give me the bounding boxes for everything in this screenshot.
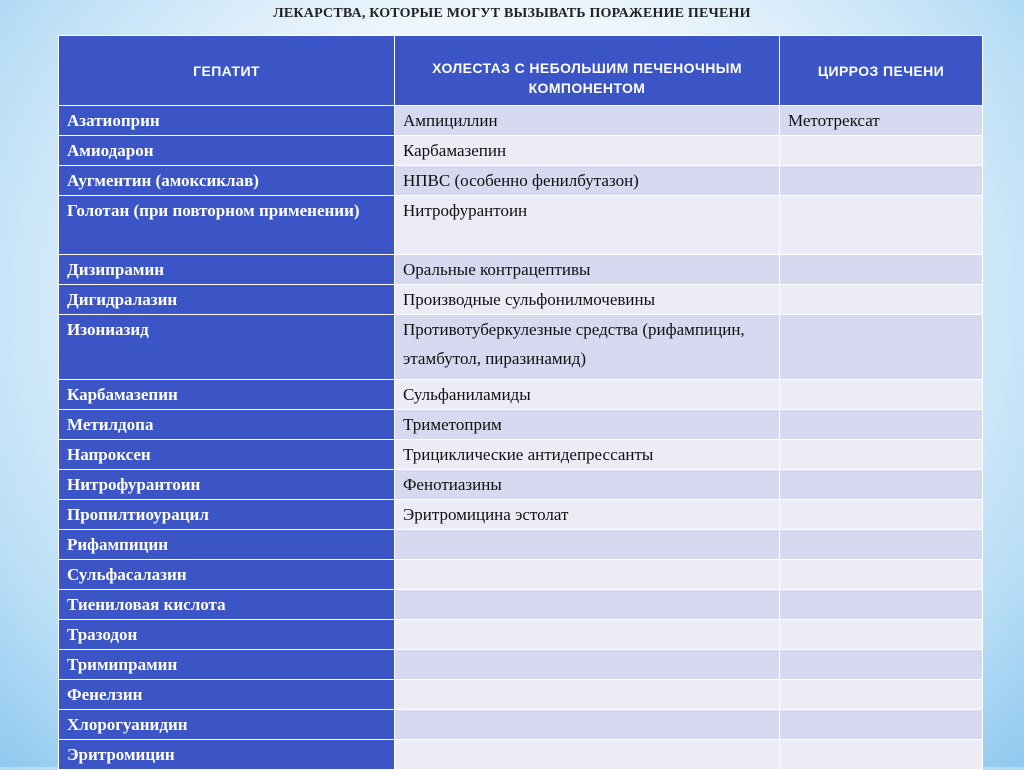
table-row [59,196,983,255]
hepatitis-cell: Голотан (при повторном применении) [59,196,395,255]
table-row [59,530,983,560]
hepatitis-cell: Аугментин (амоксиклав) [59,166,395,196]
cirrhosis-cell [780,530,983,560]
hepatitis-cell: Нитрофурантоин [59,470,395,500]
cholestasis-cell: Триметоприм [395,410,780,440]
table-row [59,560,983,590]
hepatitis-cell: Напроксен [59,440,395,470]
table-row [59,315,983,380]
cirrhosis-cell [780,710,983,740]
table-row [59,380,983,410]
cirrhosis-cell [780,680,983,710]
table-row [59,285,983,315]
hepatitis-cell: Рифампицин [59,530,395,560]
table-row [59,255,983,285]
cirrhosis-cell [780,410,983,440]
cirrhosis-cell [780,500,983,530]
table-row [59,106,983,136]
table-row [59,740,983,770]
cirrhosis-cell [780,315,983,380]
header-cholestasis: ХОЛЕСТАЗ С НЕБОЛЬШИМ ПЕЧЕНОЧНЫМ КОМПОНЕНТОМ [395,36,780,106]
table-row [59,470,983,500]
cholestasis-cell: Ампициллин [395,106,780,136]
header-cirrhosis: ЦИРРОЗ ПЕЧЕНИ [780,36,983,106]
cholestasis-cell: Эритромицина эстолат [395,500,780,530]
table-row [59,680,983,710]
hepatitis-cell: Амиодарон [59,136,395,166]
cirrhosis-cell [780,620,983,650]
cholestasis-cell [395,680,780,710]
cirrhosis-cell [780,590,983,620]
hepatitis-cell: Тиениловая кислота [59,590,395,620]
cirrhosis-cell [780,560,983,590]
table-row [59,440,983,470]
hepatitis-cell: Дизипрамин [59,255,395,285]
page-title: ЛЕКАРСТВА, КОТОРЫЕ МОГУТ ВЫЗЫВАТЬ ПОРАЖЕНИЕ ПЕЧЕНИ [273,6,751,21]
cholestasis-cell: Противотуберкулезные средства (рифампицин, этамбутол, пиразинамид) [395,315,780,380]
table-row [59,500,983,530]
cirrhosis-cell [780,650,983,680]
hepatitis-cell: Дигидралазин [59,285,395,315]
cholestasis-cell [395,710,780,740]
cirrhosis-cell [780,470,983,500]
hepatitis-cell: Фенелзин [59,680,395,710]
table-row [59,620,983,650]
cirrhosis-cell [780,196,983,255]
table-header-row [59,36,983,106]
header-hepatitis: ГЕПАТИТ [59,36,395,106]
cholestasis-cell: Нитрофурантоин [395,196,780,255]
hepatitis-cell: Тримипрамин [59,650,395,680]
cholestasis-cell [395,530,780,560]
cholestasis-cell: НПВС (особенно фенилбутазон) [395,166,780,196]
hepatitis-cell: Тразодон [59,620,395,650]
hepatitis-cell: Азатиоприн [59,106,395,136]
cirrhosis-cell [780,255,983,285]
cirrhosis-cell [780,740,983,770]
table-row [59,136,983,166]
cirrhosis-cell [780,440,983,470]
table-row [59,166,983,196]
table-row [59,410,983,440]
cirrhosis-cell: Метотрексат [780,106,983,136]
table-row [59,710,983,740]
cholestasis-cell: Фенотиазины [395,470,780,500]
cirrhosis-cell [780,166,983,196]
cholestasis-cell: Оральные контрацептивы [395,255,780,285]
cirrhosis-cell [780,380,983,410]
cirrhosis-cell [780,285,983,315]
cholestasis-cell [395,620,780,650]
cholestasis-cell [395,650,780,680]
cholestasis-cell [395,560,780,590]
table-row [59,650,983,680]
drug-table [58,35,983,770]
cholestasis-cell [395,590,780,620]
hepatitis-cell: Эритромицин [59,740,395,770]
hepatitis-cell: Карбамазепин [59,380,395,410]
cirrhosis-cell [780,136,983,166]
cholestasis-cell: Карбамазепин [395,136,780,166]
hepatitis-cell: Сульфасалазин [59,560,395,590]
hepatitis-cell: Пропилтиоурацил [59,500,395,530]
cholestasis-cell [395,740,780,770]
hepatitis-cell: Метилдопа [59,410,395,440]
cholestasis-cell: Трициклические антидепрессанты [395,440,780,470]
cholestasis-cell: Производные сульфонилмочевины [395,285,780,315]
hepatitis-cell: Изониазид [59,315,395,380]
cholestasis-cell: Сульфаниламиды [395,380,780,410]
table-row [59,590,983,620]
hepatitis-cell: Хлорогуанидин [59,710,395,740]
